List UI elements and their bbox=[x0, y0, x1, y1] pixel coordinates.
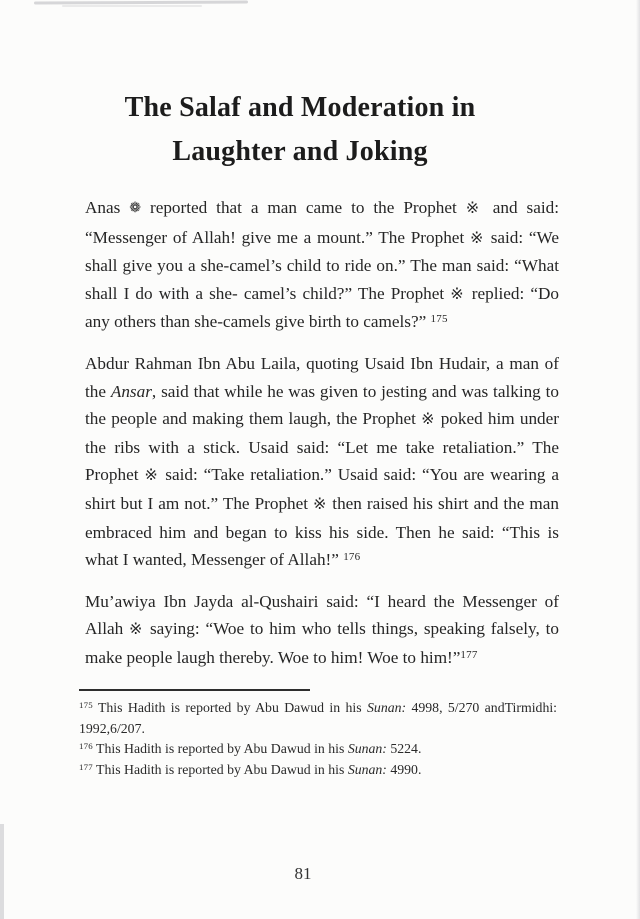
italic-text: Sunan: bbox=[347, 762, 387, 777]
body-text bbox=[85, 194, 559, 675]
text-run: then raised his shirt and the man embraced him and began to kiss his side. Then he said: “This is what I wanted, Messenger of Allah!” bbox=[85, 493, 559, 570]
footnote-177 bbox=[79, 760, 557, 782]
text-run: This Hadith is reported by Abu Dawud in his bbox=[92, 762, 348, 777]
footnote-ref-175: 175 bbox=[430, 313, 448, 326]
page-number: 81 bbox=[294, 864, 312, 883]
footnotes-section bbox=[79, 689, 557, 782]
pbuh-icon: ※ bbox=[144, 467, 160, 485]
pbuh-icon: ※ bbox=[450, 285, 466, 303]
footnote-separator bbox=[79, 689, 310, 691]
text-run: said: “Take retaliation.” Usaid said: “You are wearing a shirt but I am not.” The Prophet bbox=[85, 465, 560, 513]
text-run: This Hadith is reported by Abu Dawud in his bbox=[92, 740, 348, 756]
chapter-title-line2: Laughter and Joking bbox=[172, 136, 428, 167]
chapter-title bbox=[50, 0, 550, 174]
footnote-ref-176: 176 bbox=[343, 551, 361, 564]
radiallahu-anhu-icon: ❁ bbox=[129, 200, 142, 216]
scan-smudge-top-2 bbox=[62, 5, 202, 7]
pbuh-icon: ※ bbox=[129, 621, 145, 639]
text-run: and said: “Messenger of Allah! give me a mount.” The Prophet bbox=[85, 198, 559, 247]
pbuh-icon: ※ bbox=[465, 200, 484, 217]
text-run: replied: “Do any others than she-camels give birth to camels?” bbox=[85, 283, 559, 332]
text-run: Abdur Rahman Ibn Abu Laila, quoting Usaid Ibn Hudair, a man of the bbox=[85, 353, 559, 401]
text-run: Anas bbox=[85, 198, 130, 217]
hadith-paragraph-2 bbox=[85, 350, 559, 577]
italic-text: Ansar bbox=[110, 381, 152, 401]
italic-text: Sunan: bbox=[367, 699, 407, 715]
text-run: reported that a man came to the Prophet bbox=[141, 198, 466, 217]
chapter-title-line1: The Salaf and Moderation in bbox=[124, 92, 476, 123]
pbuh-icon: ※ bbox=[469, 229, 485, 247]
footnote-num-175: 175 bbox=[79, 699, 93, 710]
text-run: This Hadith is reported by Abu Dawud in his bbox=[92, 699, 368, 715]
footnote-ref-177: 177 bbox=[460, 648, 478, 661]
scan-edge-right bbox=[636, 0, 640, 919]
footnote-num-176: 176 bbox=[79, 740, 93, 751]
text-run: 4990. bbox=[386, 762, 422, 777]
pbuh-icon: ※ bbox=[421, 411, 436, 429]
text-run: saying: “Woe to him who tells things, speaking falsely, to make people laugh thereby. Woe to him! Woe to him!” bbox=[85, 619, 559, 667]
text-run: Mu’awiya Ibn Jayda al-Qushairi said: “I heard the Messenger of Allah bbox=[85, 591, 559, 639]
italic-text: Sunan: bbox=[347, 740, 387, 756]
pbuh-icon: ※ bbox=[313, 495, 328, 513]
text-run: said: “We shall give you a she-camel’s child to ride on.” The man said: “What shall I do with a she- camel’s child?” The Prophet bbox=[85, 227, 559, 303]
footnote-175 bbox=[79, 698, 557, 739]
footnote-num-177: 177 bbox=[79, 762, 93, 773]
hadith-paragraph-3 bbox=[85, 588, 559, 675]
text-run: poked him under the ribs with a stick. Usaid said: “Let me take retaliation.” The Prophet bbox=[85, 409, 559, 485]
footnote-176 bbox=[79, 739, 557, 761]
text-run: 5224. bbox=[386, 740, 422, 756]
text-run: , said that while he was given to jesting and was talking to the people and making them laugh, the Prophet bbox=[85, 381, 559, 429]
hadith-paragraph-1 bbox=[85, 194, 559, 339]
text-run: 4998, 5/270 andTirmidhi: 1992,6/207. bbox=[79, 699, 558, 736]
